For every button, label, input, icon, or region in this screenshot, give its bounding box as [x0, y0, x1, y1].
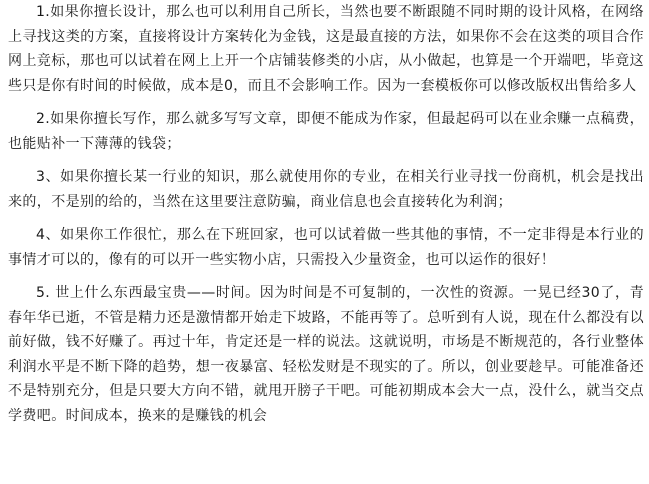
paragraph-4-busy-work: 4、如果你工作很忙，那么在下班回家，也可以试着做一些其他的事情，不一定非得是本行业的事情才可以的，像有的可以开一些实物小店，只需投入少量资金，也可以运作的很好！ [8, 227, 644, 268]
paragraph-5-time: 5. 世上什么东西最宝贵——时间。因为时间是不可复制的，一次性的资源。一晃已经30了，青春年华已逝，不管是精力还是激情都开始走下坡路，不能再等了。总听到有人说，现在什么都没有以前好做，钱不好赚了。再过十年，肯定还是一样的说法。这就说明，市场是不断规范的，各行业整体利润水平是不断下降的趋势，想一夜暴富、轻松发财是不现实的了。所以，创业要趁早。可能准备还不是特别充分，但是只要大方向不错，就甩开膀子干吧。可能初期成本会大一点，没什么，就当交点学费吧。时间成本，换来的是赚钱的机会 [8, 285, 644, 424]
paragraph-3-industry-knowledge: 3、如果你擅长某一行业的知识，那么就使用你的专业，在相关行业寻找一份商机，机会是找出来的，不是别的给的，当然在这里要注意防骗，商业信息也会直接转化为利润； [8, 169, 644, 210]
paragraph-2-writing: 2.如果你擅长写作，那么就多写写文章，即便不能成为作家，但最起码可以在业余赚一点稿费，也能贴补一下薄薄的钱袋； [8, 111, 644, 152]
document-body [8, 0, 644, 437]
paragraph-1-design: 1.如果你擅长设计，那么也可以利用自己所长，当然也要不断跟随不同时期的设计风格，在网络上寻找这类的方案，直接将设计方案转化为金钱，这是最直接的方法，如果你不会在这类的项目合作网上竞标，那也可以试着在网上上开一个店铺装修类的小店，从小做起，也算是一个开端吧，毕竟这些只是你有时间的时候做，成本是0，而且不会影响工作。因为一套模板你可以修改版权出售给多人 [8, 4, 644, 94]
